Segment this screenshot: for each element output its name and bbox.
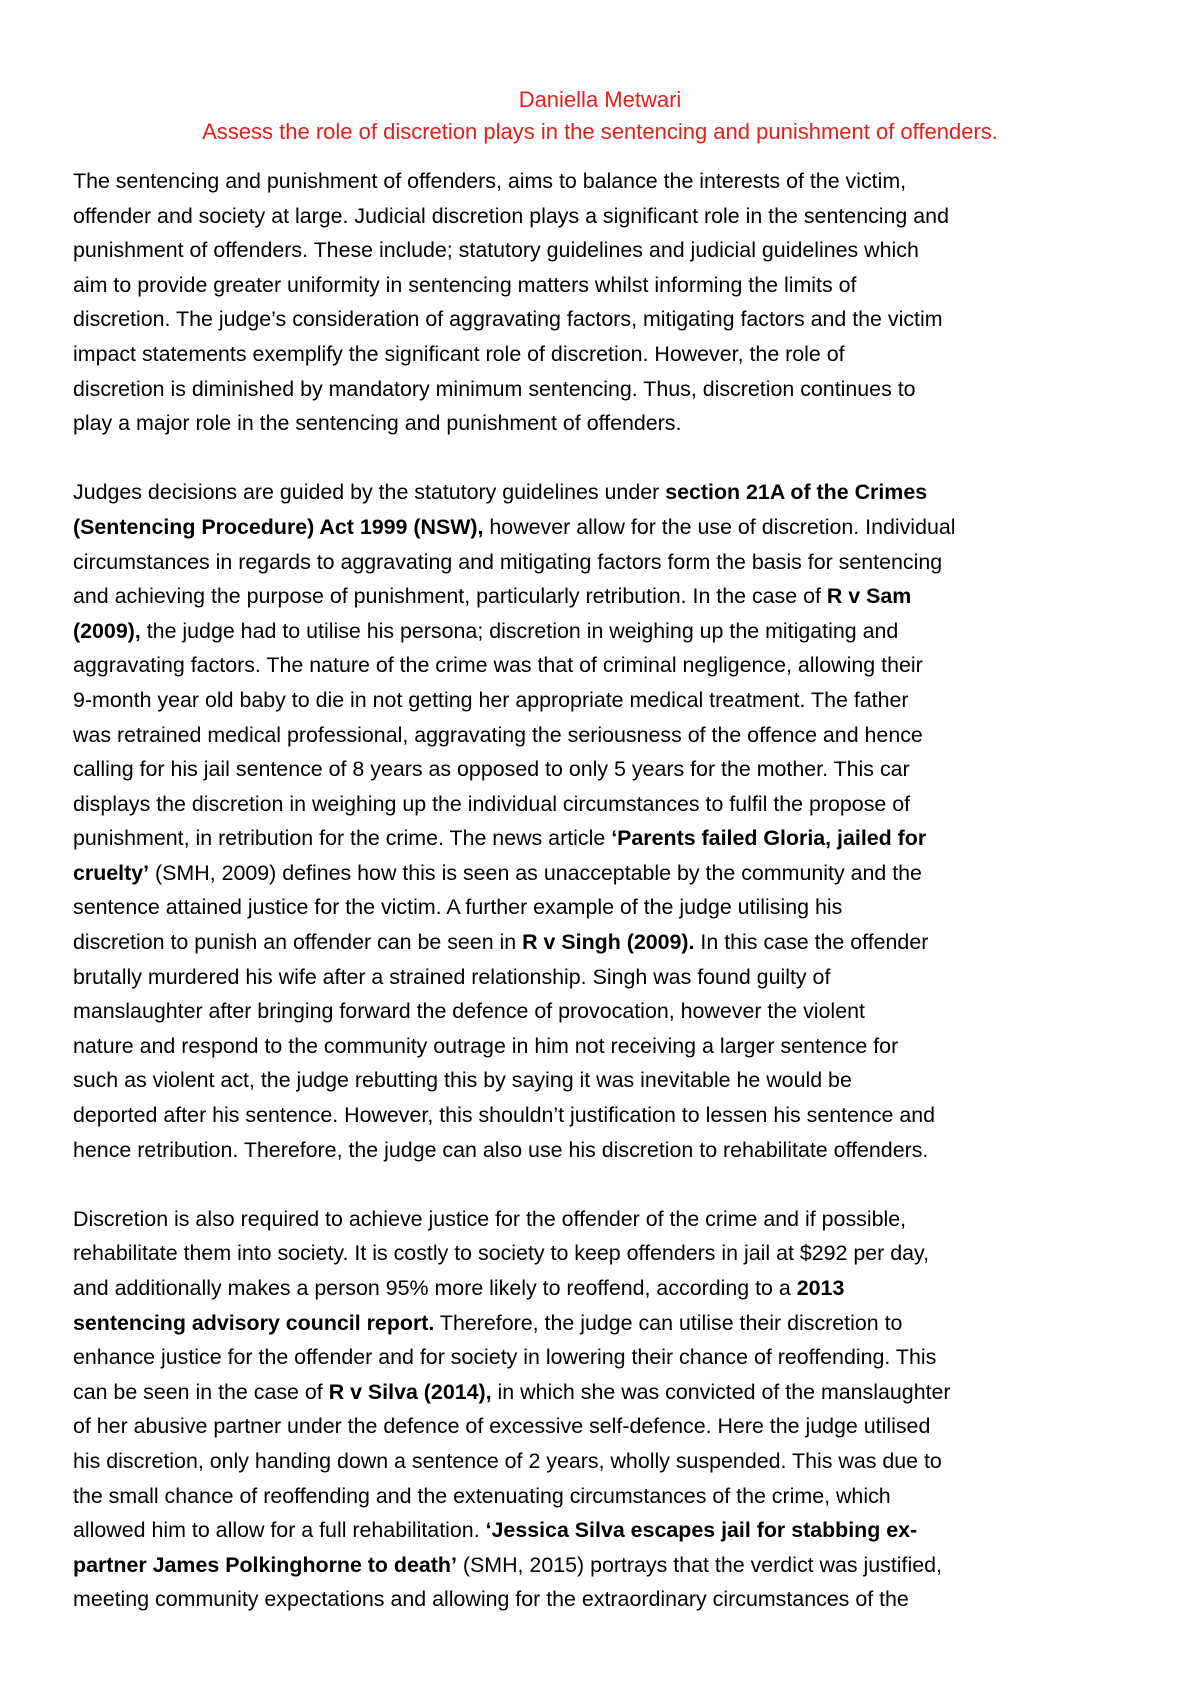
bold-citation: ‘Parents failed Gloria, jailed for [611,826,927,851]
text-run: his discretion, only handing down a sentence of 2 years, wholly suspended. This was due to [73,1448,942,1473]
text-line [73,787,1133,822]
text-run: punishment, in retribution for the crime. The news article [73,826,612,851]
text-run: manslaughter after bringing forward the defence of provocation, however the violent [73,999,865,1024]
text-run: 9-month year old baby to die in not getting her appropriate medical treatment. The father [73,687,909,712]
text-run: discretion. The judge’s consideration of aggravating factors, mitigating factors and the victim [73,307,943,332]
text-line [73,1479,1133,1514]
text-line [73,1133,1133,1168]
text-run: In this case the offender [694,930,929,955]
text-run: play a major role in the sentencing and punishment of offenders. [73,411,682,436]
text-run: and additionally makes a person 95% more likely to reoffend, according to a [73,1276,797,1300]
bold-citation: section 21A of the Crimes [665,480,928,505]
text-line [73,337,1133,372]
text-line [73,1063,1133,1098]
text-run: aim to provide greater uniformity in sentencing matters whilst informing the limits of [73,272,857,297]
text-line [73,925,1133,960]
text-line [73,475,1133,510]
bold-citation: sentencing advisory council report. [73,1310,435,1335]
text-run: calling for his jail sentence of 8 years as opposed to only 5 years for the mother. This car [73,757,910,782]
text-run: enhance justice for the offender and for society in lowering their chance of reoffending. This [73,1345,937,1370]
text-line [73,856,1133,891]
text-line [73,199,1133,234]
paragraph [73,475,1133,1167]
text-run: Therefore, the judge can utilise their discretion to [434,1310,903,1335]
text-run: Discretion is also required to achieve justice for the offender of the crime and if possible, [73,1206,907,1231]
text-run: of her abusive partner under the defence of excessive self-defence. Here the judge utilised [73,1414,931,1439]
text-run: aggravating factors. The nature of the crime was that of criminal negligence, allowing their [73,653,923,678]
text-run: hence retribution. Therefore, the judge can also use his discretion to rehabilitate offenders. [73,1137,929,1162]
bold-citation: R v Singh (2009). [522,930,695,955]
author-name: Daniella Metwari [518,87,682,112]
text-line [73,1202,1133,1237]
text-line [73,1409,1133,1444]
text-line [73,1098,1133,1133]
text-line [73,821,1133,856]
text-line [73,1029,1133,1064]
bold-citation: ‘Jessica Silva escapes jail for stabbing ex- [485,1518,918,1543]
text-run: can be seen in the case of [73,1379,329,1404]
text-line [73,1340,1133,1375]
text-line [73,752,1133,787]
text-run: the judge had to utilise his persona; discretion in weighing up the mitigating and [140,618,899,643]
text-line [73,1444,1133,1479]
text-line [73,372,1133,407]
text-line [73,1375,1133,1410]
text-run: punishment of offenders. These include; statutory guidelines and judicial guidelines which [73,238,919,263]
text-run: Judges decisions are guided by the statutory guidelines under [73,480,666,505]
bold-citation: 2013 [796,1276,845,1300]
text-line [73,1582,1133,1617]
paragraph [73,1202,1133,1617]
essay-question: Assess the role of discretion plays in the sentencing and punishment of offenders. [202,119,998,144]
text-run: (SMH, 2009) defines how this is seen as unacceptable by the community and the [149,860,922,885]
bold-citation: cruelty’ [73,860,150,885]
bold-citation: (Sentencing Procedure) Act 1999 (NSW), [73,514,484,539]
bold-citation: R v Silva (2014), [328,1379,492,1404]
text-run: sentence attained justice for the victim. A further example of the judge utilising his [73,895,843,920]
text-line [73,233,1133,268]
bold-citation: (2009), [73,618,141,643]
text-line [73,683,1133,718]
bold-citation: R v Sam [826,584,912,609]
text-run: allowed him to allow for a full rehabilitation. [73,1518,486,1543]
text-line [73,960,1133,995]
text-run: and achieving the purpose of punishment, particularly retribution. In the case of [73,584,827,609]
text-run: rehabilitate them into society. It is costly to society to keep offenders in jail at $292 per day, [73,1241,930,1266]
text-line [73,1548,1133,1583]
text-line [73,1513,1133,1548]
document-header [0,84,1200,148]
text-run: discretion is diminished by mandatory minimum sentencing. Thus, discretion continues to [73,376,916,401]
paragraph [73,164,1133,441]
text-run: the small chance of reoffending and the extenuating circumstances of the crime, which [73,1483,891,1508]
text-line [73,1236,1133,1271]
text-run: The sentencing and punishment of offenders, aims to balance the interests of the victim, [73,169,907,193]
text-run: brutally murdered his wife after a strained relationship. Singh was found guilty of [73,964,831,989]
text-run: in which she was convicted of the manslaughter [491,1379,951,1404]
text-run: discretion to punish an offender can be seen in [73,930,523,955]
text-line [73,1271,1133,1306]
text-line [73,510,1133,545]
text-line [73,302,1133,337]
text-line [73,718,1133,753]
text-run: offender and society at large. Judicial discretion plays a significant role in the sentencing and [73,203,949,228]
text-run: meeting community expectations and allowing for the extraordinary circumstances of the [73,1587,909,1612]
text-line [73,164,1133,199]
bold-citation: partner James Polkinghorne to death’ [73,1552,457,1577]
text-line [73,406,1133,441]
text-run: deported after his sentence. However, this shouldn’t justification to lessen his sentence and [73,1103,936,1128]
text-line [73,890,1133,925]
text-run: nature and respond to the community outrage in him not receiving a larger sentence for [73,1033,899,1058]
text-run: however allow for the use of discretion. Individual [483,514,956,539]
text-line [73,648,1133,683]
text-run: impact statements exemplify the significant role of discretion. However, the role of [73,341,845,366]
text-run: was retrained medical professional, aggravating the seriousness of the offence and hence [73,722,923,747]
text-run: such as violent act, the judge rebutting this by saying it was inevitable he would be [73,1068,852,1093]
text-line [73,1306,1133,1341]
text-run: (SMH, 2015) portrays that the verdict was justified, [456,1552,942,1577]
text-line [73,268,1133,303]
text-run: circumstances in regards to aggravating and mitigating factors form the basis for sentencing [73,549,943,574]
text-line [73,614,1133,649]
text-line [73,994,1133,1029]
essay-body [73,164,1133,1652]
text-run: displays the discretion in weighing up the individual circumstances to fulfil the propose of [73,791,911,816]
text-line [73,545,1133,580]
text-line [73,579,1133,614]
